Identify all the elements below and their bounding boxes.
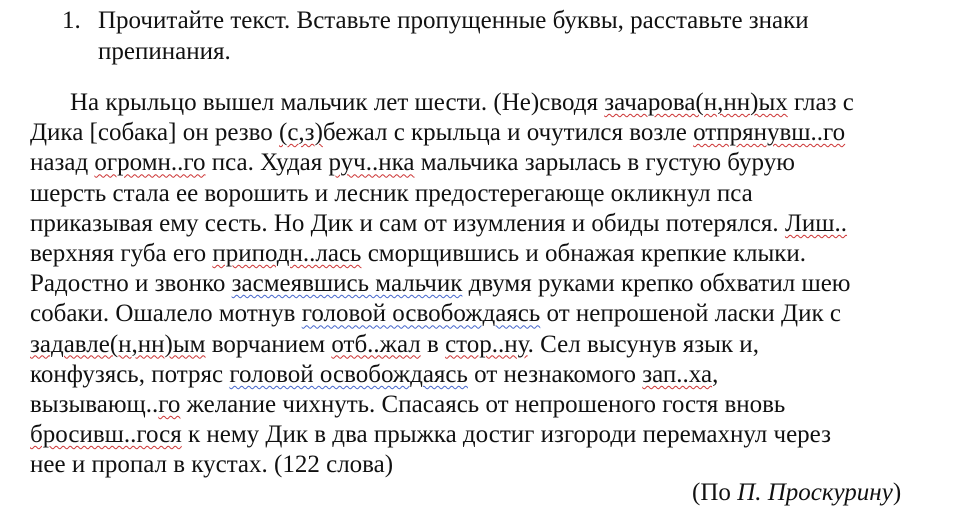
text-segment: . Сел высунув язык и, [527, 330, 759, 358]
marked-word: отб..жал [331, 330, 421, 358]
passage-line [30, 148, 795, 178]
marked-word: бросивш..гося [30, 421, 182, 449]
text-segment: верхняя губа его [30, 240, 213, 267]
text-segment: конфузясь, потряс [30, 360, 230, 388]
text-segment: вызывающ.. [30, 391, 159, 418]
passage-line [30, 269, 850, 299]
text-segment: сморщившись и обнажая крепкие клыки. [361, 240, 807, 267]
author-attribution [692, 478, 901, 508]
text-segment: нее и пропал в кустах. (122 слова) [30, 451, 394, 479]
marked-word: приподн..лась [212, 240, 362, 267]
text-segment: приказывая ему сесть. Но Дик и сам от изумления и обиды потерялся. [30, 209, 785, 237]
marked-word: огромн..го [94, 149, 206, 177]
passage-line [70, 88, 854, 118]
passage-line [30, 360, 718, 390]
author-prefix: (По [692, 479, 738, 506]
author-suffix: ) [892, 479, 902, 506]
marked-word: зачарова(н,нн)ых [604, 89, 788, 116]
passage-line [30, 330, 759, 360]
passage-line [30, 209, 847, 239]
text-segment: к нему Дик в два прыжка достиг изгороди перемахнул через [181, 421, 831, 449]
text-segment: в [420, 330, 446, 358]
task-instructions: Прочитайте текст. Вставьте пропущенные буквы, расставьте знаки препинания. [98, 7, 809, 65]
passage-line [30, 420, 831, 450]
marked-word: Лиш.. [784, 209, 848, 237]
text-segment: Радостно и звонко [30, 270, 232, 298]
marked-word: отпрянувш..го [693, 119, 846, 147]
text-segment: шерсть стала ее ворошить и лесник предостерегающе окликнул пса [30, 179, 753, 207]
text-segment: Дика [собака] он резво [30, 119, 280, 147]
marked-word: руч..нка [328, 149, 415, 177]
marked-word: задавле(н,нн)ым [30, 330, 206, 358]
passage-line [30, 239, 806, 269]
passage-line [30, 299, 841, 329]
marked-word: стор..ну [445, 330, 528, 358]
text-segment: от непрошеной ласки Дик с [540, 300, 841, 328]
marked-word: (с,з) [279, 119, 323, 147]
passage-line [30, 450, 393, 480]
text-segment: бежал с крыльца и очутился возле [322, 119, 694, 147]
marked-word: головой освобождаясь [301, 300, 541, 328]
text-segment: мальчика зарылась в густую бурую [414, 149, 795, 177]
text-segment: от незнакомого [467, 360, 643, 388]
text-segment: двумя руками крепко обхватил шею [462, 270, 851, 298]
text-segment: назад [30, 149, 95, 177]
marked-word: го [158, 391, 181, 418]
marked-word: головой освобождаясь [229, 360, 468, 388]
task-number: 1. [62, 7, 81, 34]
marked-word: засмеявшись мальчик [231, 270, 463, 298]
passage-line [30, 118, 845, 148]
author-name: П. Проскурину [737, 479, 893, 506]
passage-line [30, 179, 753, 209]
text-segment: На крыльцо вышел мальчик лет шести. (Не)сводя [70, 89, 605, 116]
text-segment: , [712, 360, 719, 388]
text-segment: глаз с [787, 89, 854, 116]
marked-word: зап..ха [642, 360, 713, 388]
passage-line [30, 390, 785, 420]
text-segment: собаки. Ошалело мотнув [30, 300, 302, 328]
text-segment: ворчанием [205, 330, 332, 358]
text-segment: пса. Худая [205, 149, 329, 177]
text-segment: желание чихнуть. Спасаясь от непрошеного гостя вновь [180, 391, 786, 418]
